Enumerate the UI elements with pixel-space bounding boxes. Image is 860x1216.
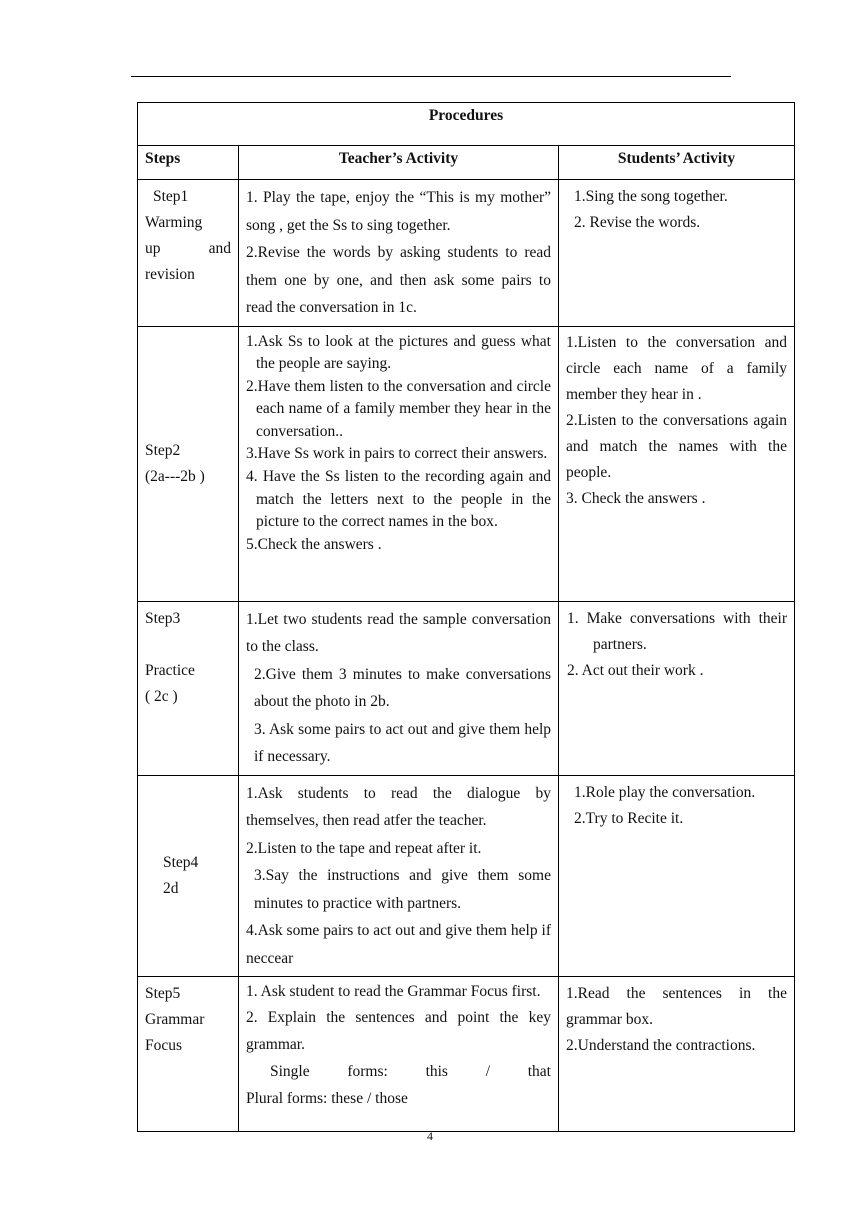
teacher-item: 2.Give them 3 minutes to make conversations about the photo in 2b. (254, 665, 551, 710)
table-row-step2 (138, 326, 795, 601)
teacher-activity-cell (239, 977, 559, 1132)
step-word: up (145, 240, 161, 257)
header-rule (131, 76, 731, 77)
step-line: (2a---2b ) (145, 467, 205, 485)
teacher-item: 4. Have the Ss listen to the recording again and match the letters next to the people in the picture to the correct names in the box. (246, 468, 551, 531)
step-line: Focus (145, 1037, 183, 1054)
students-item: 1. Make conversations with their partners. (567, 609, 787, 653)
step-line (145, 236, 231, 262)
teacher-item: 3.Have Ss work in pairs to correct their answers. (246, 445, 548, 463)
teacher-item: 2. Explain the sentences and point the key grammar. (246, 1008, 551, 1053)
teacher-item: 1.Ask students to read the dialogue by themselves, then read atfer the teacher. (246, 784, 551, 829)
step-cell (138, 775, 239, 977)
teacher-item: 3.Say the instructions and give them some minutes to practice with partners. (254, 867, 551, 912)
teacher-item: 2.Revise the words by asking students to read them one by one, and then ask some pairs to read the conversation in 1c. (246, 244, 551, 316)
teacher-item: 1. Ask student to read the Grammar Focus first. (246, 983, 541, 1000)
table-row-step3 (138, 601, 795, 775)
students-item: 1.Role play the conversation. (574, 783, 756, 801)
step-line: revision (145, 266, 195, 283)
procedures-table (137, 102, 795, 1132)
teacher-item: 3. Ask some pairs to act out and give them help if necessary. (254, 720, 551, 765)
teacher-activity-cell (239, 775, 559, 977)
students-activity-cell (559, 775, 795, 977)
teacher-item: 4.Ask some pairs to act out and give them help if neccear (246, 922, 551, 967)
header-teacher-activity: Teacher’s Activity (239, 146, 559, 180)
forms-word: / (485, 1062, 491, 1080)
teacher-activity-cell (239, 326, 559, 601)
students-item: 2.Try to Recite it. (574, 809, 684, 827)
students-item: 1.Read the sentences in the grammar box. (566, 985, 787, 1028)
step-cell (138, 601, 239, 775)
students-activity-cell (559, 977, 795, 1132)
students-activity-cell (559, 180, 795, 327)
step-line: Grammar (145, 1011, 205, 1028)
step-word: and (208, 240, 231, 257)
students-activity-cell (559, 326, 795, 601)
step-line: Step5 (145, 985, 181, 1002)
step-cell (138, 180, 239, 327)
teacher-item: Plural forms: these / those (246, 1089, 408, 1107)
header-students-activity: Students’ Activity (559, 146, 795, 180)
table-row-step4 (138, 775, 795, 977)
step-line: Step1 (153, 188, 189, 205)
step-line: 2d (163, 879, 179, 897)
teacher-activity-cell (239, 601, 559, 775)
step-line: Step3 (145, 609, 181, 627)
table-title: Procedures (138, 103, 795, 146)
students-item: 2. Act out their work . (567, 661, 704, 679)
students-item: 1.Sing the song together. (574, 188, 728, 205)
table-row-step1 (138, 180, 795, 327)
students-item: 2. Revise the words. (574, 214, 701, 231)
step-line: Practice (145, 661, 195, 679)
step-cell (138, 326, 239, 601)
step-cell (138, 977, 239, 1132)
teacher-item: 2.Listen to the tape and repeat after it. (246, 839, 482, 857)
teacher-activity-cell (239, 180, 559, 327)
header-steps: Steps (138, 146, 239, 180)
students-item: 2.Understand the contractions. (566, 1037, 756, 1054)
students-item: 3. Check the answers . (566, 489, 706, 507)
students-item: 1.Listen to the conversation and circle each name of a family member they hear in . (566, 333, 787, 403)
students-item: 2.Listen to the conversations again and match the names with the people. (566, 411, 787, 481)
teacher-item: 2.Have them listen to the conversation and circle each name of a family member they hear in the conversation.. (246, 377, 551, 440)
teacher-item: 1.Let two students read the sample conversation to the class. (246, 610, 551, 655)
forms-word: this (425, 1062, 448, 1080)
forms-word: Single (270, 1062, 310, 1080)
teacher-item: 5.Check the answers . (246, 535, 382, 553)
page-number: 4 (427, 1129, 433, 1143)
step-line: Warming (145, 214, 203, 231)
teacher-item: 1.Ask Ss to look at the pictures and guess what the people are saying. (246, 332, 551, 373)
table-row-step5 (138, 977, 795, 1132)
teacher-item: 1. Play the tape, enjoy the “This is my mother” song , get the Ss to sing together. (246, 189, 551, 234)
step-line: Step2 (145, 441, 181, 459)
forms-word: forms: (347, 1062, 388, 1080)
forms-line (246, 1058, 551, 1085)
students-activity-cell (559, 601, 795, 775)
step-line: ( 2c ) (145, 687, 178, 705)
step-line: Step4 (163, 853, 199, 871)
forms-word: that (527, 1062, 551, 1080)
